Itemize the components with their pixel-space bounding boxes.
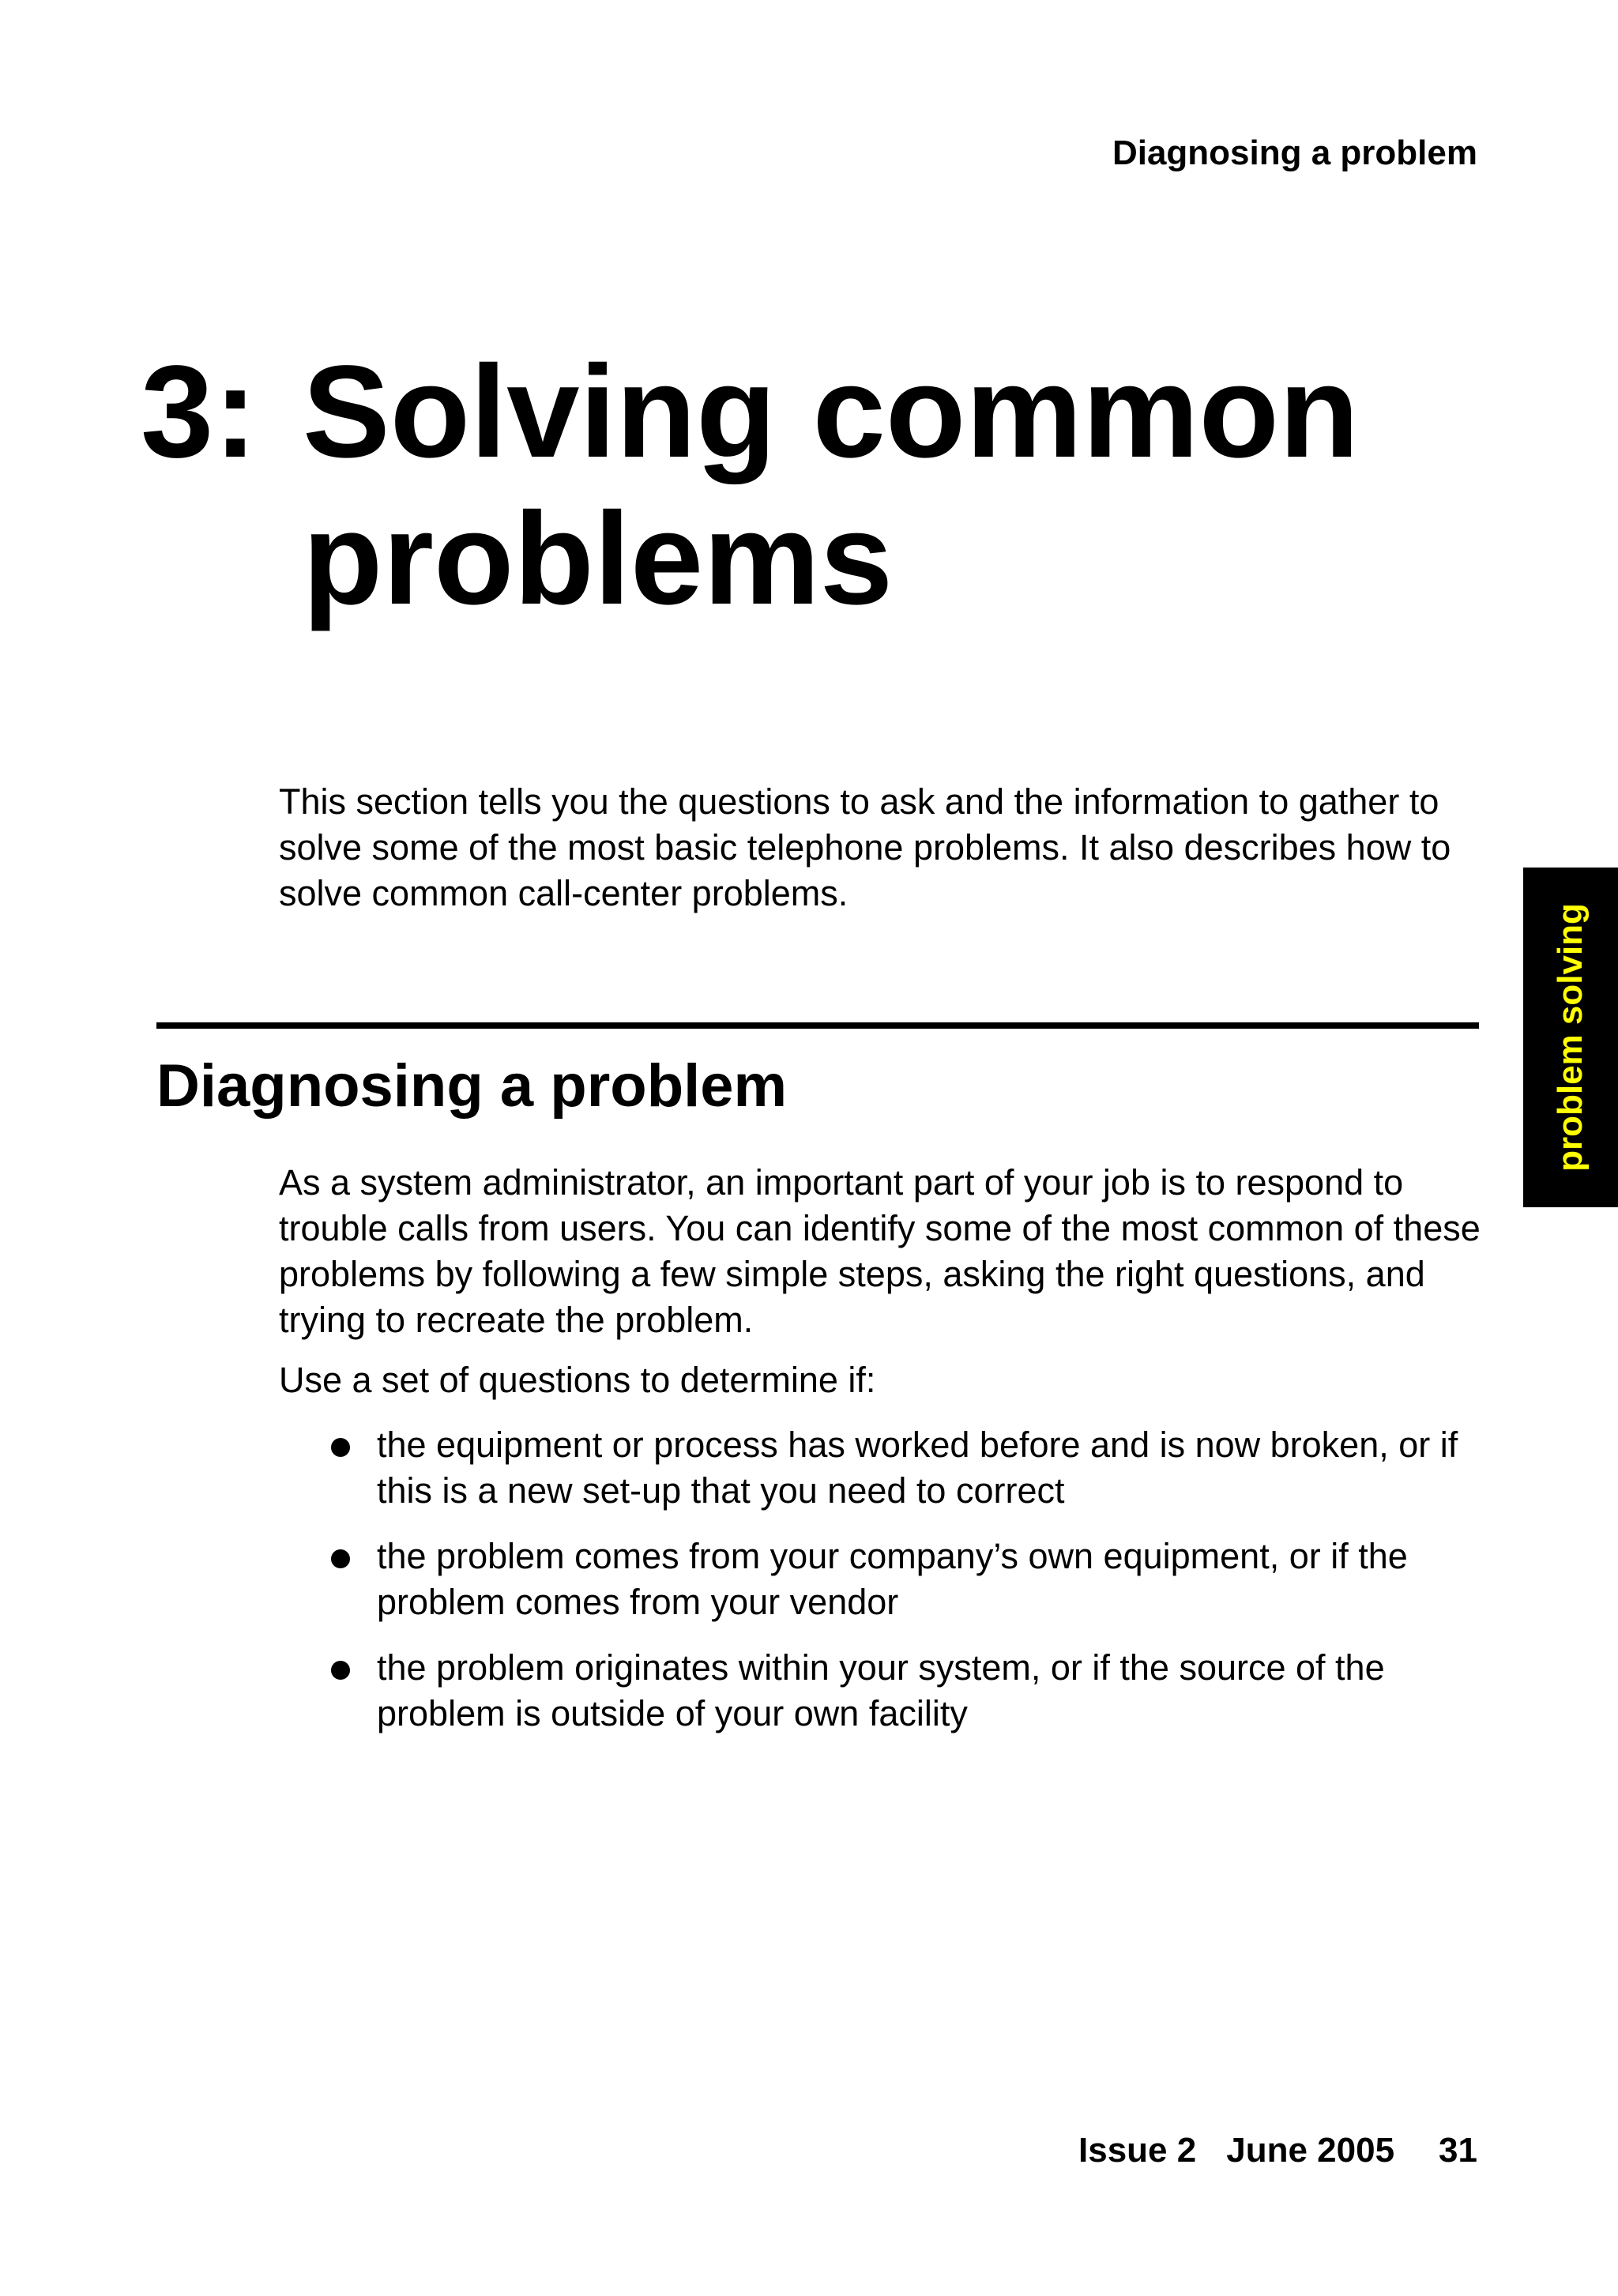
bullet-dot-icon xyxy=(331,1661,350,1680)
footer-date: June 2005 xyxy=(1226,2131,1395,2170)
chapter-number: 3: xyxy=(141,339,258,486)
bullet-dot-icon xyxy=(331,1549,350,1568)
bullet-item xyxy=(279,1645,1496,1737)
thumb-tab xyxy=(1523,868,1618,1207)
footer-page-number: 31 xyxy=(1439,2131,1477,2170)
bullet-text: the problem comes from your company’s own equipment, or if the problem comes from your vendor xyxy=(377,1536,1408,1622)
section-heading: Diagnosing a problem xyxy=(156,1052,788,1120)
running-head: Diagnosing a problem xyxy=(1112,134,1477,172)
bullet-item xyxy=(279,1534,1496,1625)
intro-paragraph: This section tells you the questions to ask and the information to gather to solve some of the most basic telephone problems. It also describes how to solve common call-center problems. xyxy=(279,781,1451,913)
page-footer xyxy=(1078,2129,1477,2173)
bullet-item xyxy=(279,1422,1496,1514)
chapter-title-text: Solving common problems xyxy=(303,339,1360,633)
bullet-text: the problem originates within your system, or if the source of the problem is outside of your own facility xyxy=(377,1647,1385,1733)
thumb-tab-label: problem solving xyxy=(1551,903,1590,1172)
footer-issue: Issue 2 xyxy=(1078,2131,1197,2170)
bullet-lead-in: Use a set of questions to determine if: xyxy=(279,1360,876,1400)
bullet-list xyxy=(279,1422,1496,1737)
section-paragraph: As a system administrator, an important part of your job is to respond to trouble calls from users. You can identify some of the most common of these problems by following a few simple steps, asking the right questions, and trying to recreate the problem. xyxy=(279,1162,1481,1340)
bullet-text: the equipment or process has worked before and is now broken, or if this is a new set-up that you need to correct xyxy=(377,1425,1458,1511)
section-body xyxy=(279,1160,1496,1756)
section-divider xyxy=(156,1022,1479,1029)
bullet-dot-icon xyxy=(331,1438,350,1457)
